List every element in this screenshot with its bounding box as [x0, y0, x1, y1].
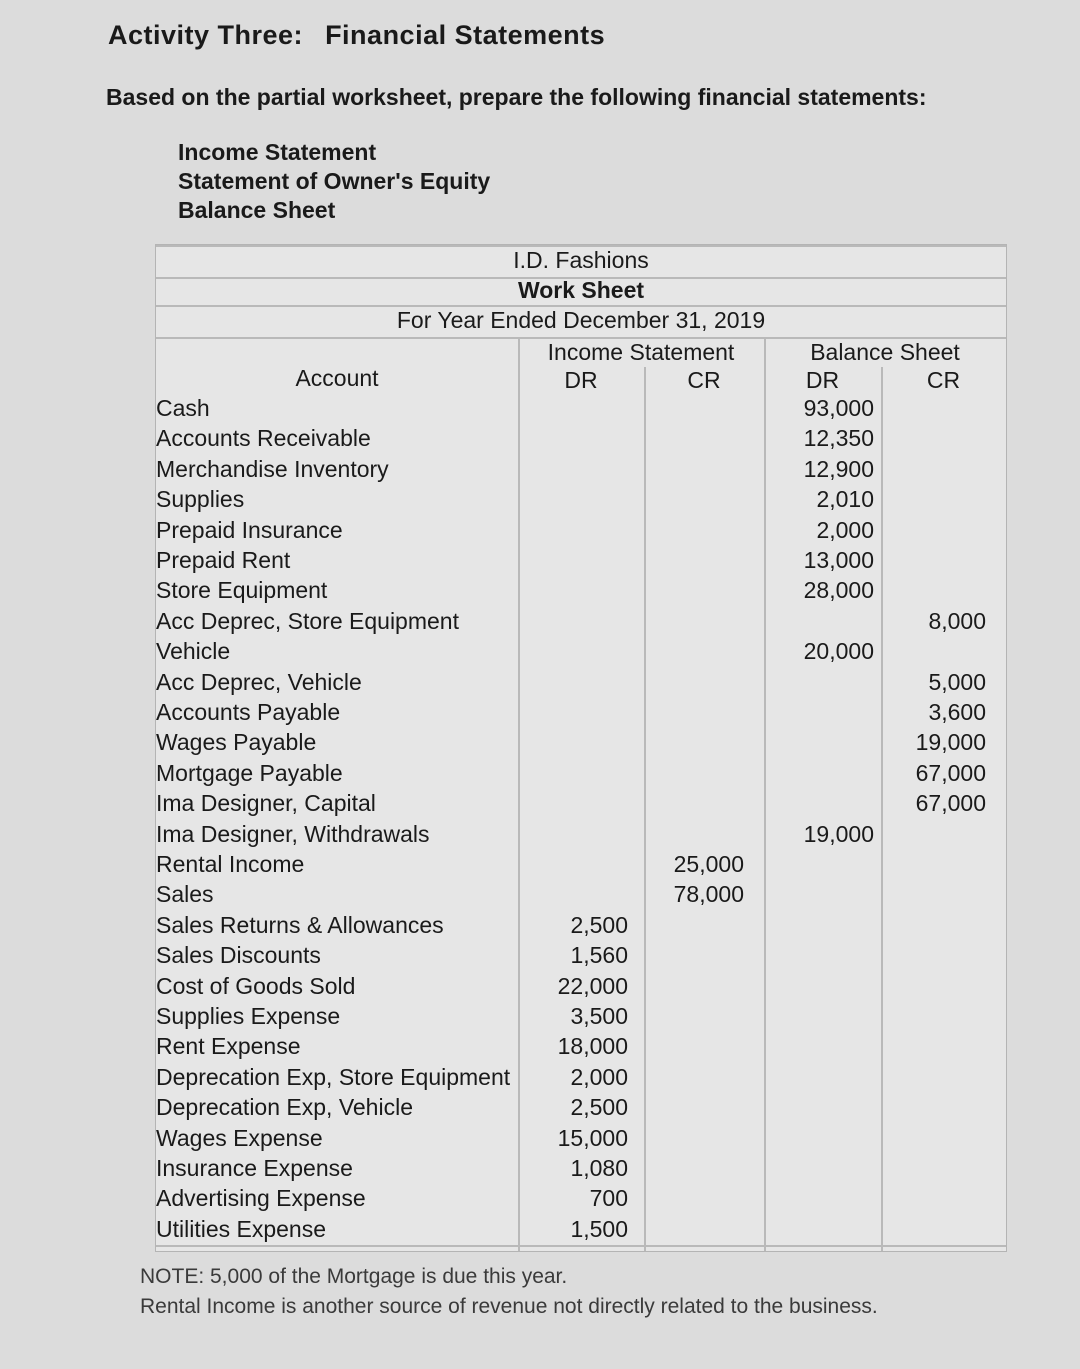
table-row	[156, 545, 1006, 575]
balance-debit-cell: 12,900	[803, 455, 874, 482]
account-name: Merchandise Inventory	[156, 455, 389, 482]
notes	[140, 1262, 878, 1322]
account-name: Vehicle	[156, 638, 231, 665]
activity-label: Activity Three:	[108, 20, 304, 50]
table-row	[156, 1214, 1006, 1244]
balance-credit-cell: 19,000	[915, 729, 986, 756]
bs-cr-header: CR	[926, 367, 961, 393]
account-header: Account	[295, 365, 379, 391]
table-row	[156, 849, 1006, 879]
table-row	[156, 758, 1006, 788]
activity-topic: Financial Statements	[325, 20, 606, 50]
balance-credit-cell: 3,600	[928, 699, 986, 725]
account-name: Supplies	[156, 486, 245, 513]
table-row	[156, 1062, 1006, 1092]
table-row	[156, 636, 1006, 666]
table-row	[156, 1183, 1006, 1213]
account-name: Utilities Expense	[156, 1215, 327, 1242]
bs-dr-header: DR	[805, 367, 840, 393]
account-name: Supplies Expense	[156, 1003, 341, 1029]
table-row	[156, 1001, 1006, 1031]
instruction-text: Based on the partial worksheet, prepare the following financial statements:	[106, 84, 927, 110]
account-name: Mortgage Payable	[156, 759, 343, 786]
account-name: Deprecation Exp, Vehicle	[156, 1094, 413, 1121]
table-row	[156, 484, 1006, 514]
account-name: Sales Discounts	[156, 942, 321, 969]
balance-debit-cell: 2,000	[816, 516, 874, 543]
worksheet-period: For Year Ended December 31, 2019	[396, 307, 766, 333]
table-row	[156, 910, 1006, 940]
account-name: Ima Designer, Withdrawals	[156, 820, 430, 847]
statement-item: Income Statement	[178, 139, 377, 165]
balance-debit-cell: 19,000	[803, 820, 874, 847]
table-row	[156, 1092, 1006, 1122]
income-statement-header: Income Statement	[547, 339, 735, 365]
account-name: Cash	[156, 395, 210, 421]
account-name: Prepaid Rent	[156, 547, 291, 573]
is-dr-header: DR	[564, 367, 598, 393]
balance-debit-cell: 2,010	[816, 486, 874, 513]
income-debit-cell: 2,500	[570, 1094, 628, 1121]
account-name: Wages Expense	[156, 1124, 323, 1151]
table-row	[156, 971, 1006, 1001]
table-row	[156, 606, 1006, 636]
income-debit-cell: 22,000	[557, 972, 628, 999]
table-row	[156, 940, 1006, 970]
income-debit-cell: 2,000	[570, 1063, 628, 1090]
account-name: Store Equipment	[156, 577, 328, 604]
table-row	[156, 1123, 1006, 1153]
table-row	[156, 697, 1006, 727]
account-name: Ima Designer, Capital	[156, 790, 376, 817]
table-row	[156, 788, 1006, 818]
table-row	[156, 819, 1006, 849]
income-debit-cell: 1,560	[570, 942, 628, 969]
table-row	[156, 575, 1006, 605]
table-row	[156, 727, 1006, 757]
balance-sheet-header: Balance Sheet	[810, 339, 960, 365]
account-name: Sales	[156, 881, 214, 908]
account-name: Deprecation Exp, Store Equipment	[156, 1063, 511, 1090]
balance-debit-cell: 12,350	[803, 425, 874, 452]
income-debit-cell: 700	[589, 1185, 628, 1212]
activity-title	[108, 20, 627, 51]
account-name: Prepaid Insurance	[156, 516, 343, 543]
income-debit-cell: 2,500	[570, 911, 628, 938]
account-name: Advertising Expense	[156, 1185, 366, 1212]
income-debit-cell: 18,000	[557, 1033, 628, 1060]
balance-credit-cell: 5,000	[928, 668, 986, 695]
is-cr-header: CR	[687, 367, 721, 393]
balance-debit-cell: 28,000	[803, 577, 874, 604]
statement-item: Balance Sheet	[178, 197, 336, 223]
company-name: I.D. Fashions	[513, 247, 649, 273]
account-name: Wages Payable	[156, 729, 317, 756]
statement-item: Statement of Owner's Equity	[178, 168, 491, 194]
statement-list	[178, 138, 490, 225]
account-name: Acc Deprec, Store Equipment	[156, 607, 459, 634]
account-name: Accounts Receivable	[156, 425, 371, 452]
table-row	[156, 454, 1006, 484]
account-name: Cost of Goods Sold	[156, 972, 356, 999]
table-row	[156, 393, 1006, 423]
worksheet-table	[155, 244, 1007, 1252]
table-row	[156, 879, 1006, 909]
worksheet-title: Work Sheet	[517, 277, 645, 303]
income-debit-cell: 15,000	[557, 1124, 628, 1151]
balance-debit-cell: 20,000	[803, 638, 874, 665]
account-name: Accounts Payable	[156, 699, 341, 725]
balance-credit-cell: 8,000	[928, 607, 986, 634]
income-credit-cell: 25,000	[673, 851, 744, 877]
account-name: Rental Income	[156, 851, 305, 877]
income-debit-cell: 1,500	[570, 1215, 628, 1242]
table-row	[156, 423, 1006, 453]
account-name: Acc Deprec, Vehicle	[156, 668, 362, 695]
balance-credit-cell: 67,000	[915, 790, 986, 817]
note-line: Rental Income is another source of revenue not directly related to the business.	[140, 1295, 878, 1318]
account-name: Sales Returns & Allowances	[156, 911, 444, 938]
account-name: Rent Expense	[156, 1033, 301, 1060]
table-row	[156, 1153, 1006, 1183]
income-credit-cell: 78,000	[673, 881, 744, 908]
account-name: Insurance Expense	[156, 1155, 353, 1181]
table-row	[156, 667, 1006, 697]
table-row	[156, 1031, 1006, 1061]
income-debit-cell: 1,080	[570, 1155, 628, 1181]
income-debit-cell: 3,500	[570, 1003, 628, 1029]
balance-debit-cell: 93,000	[803, 395, 874, 421]
balance-debit-cell: 13,000	[803, 547, 874, 573]
table-row	[156, 515, 1006, 545]
note-line: NOTE: 5,000 of the Mortgage is due this year.	[140, 1265, 568, 1288]
balance-credit-cell: 67,000	[915, 759, 986, 786]
